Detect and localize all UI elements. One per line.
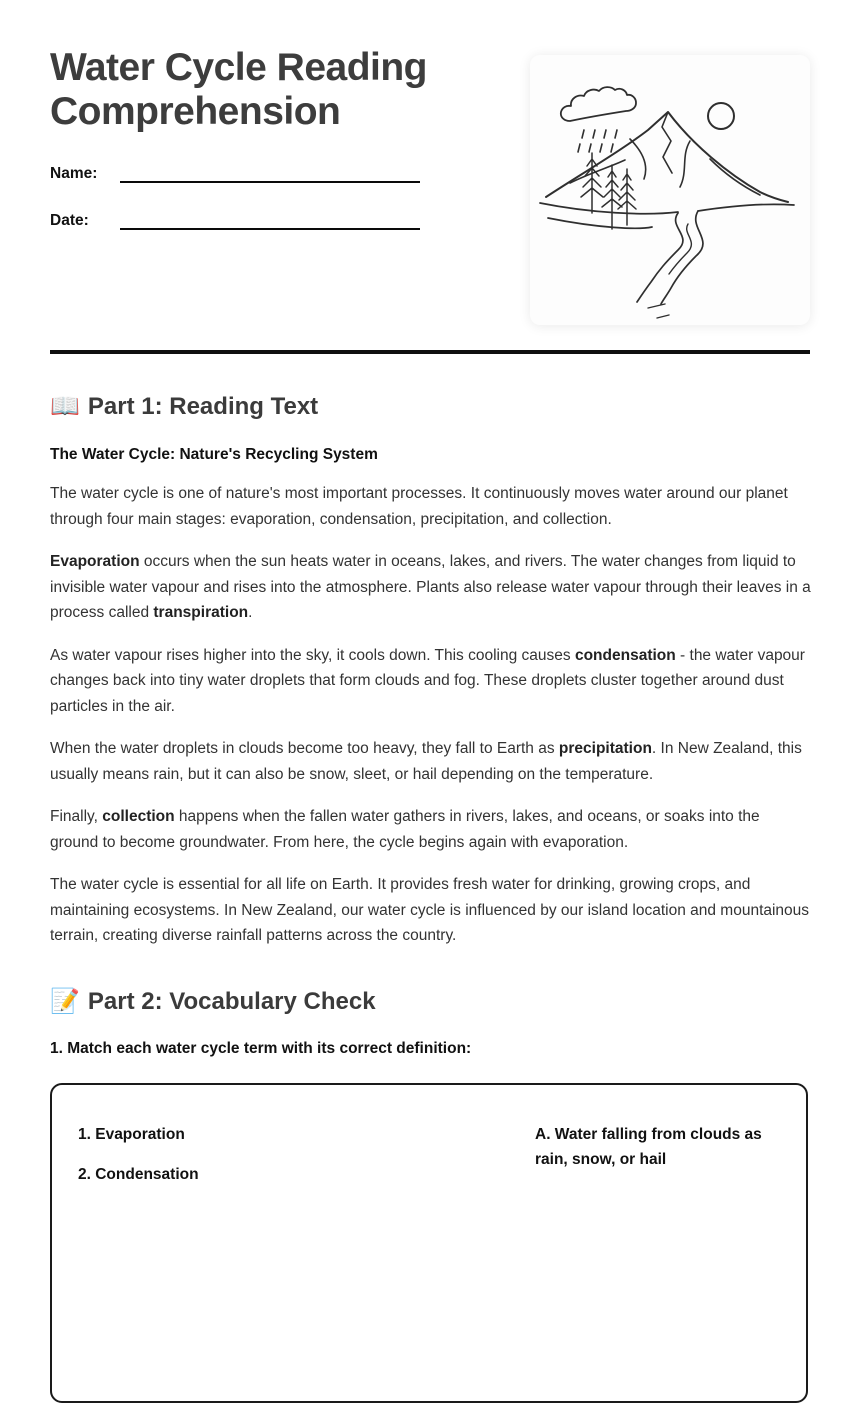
part1-heading	[50, 392, 810, 421]
paragraph-collection: Finally, collection happens when the fallen water gathers in rivers, lakes, and oceans, or soaks into the ground to become groundwater. From here, the cycle begins again with evaporation.	[50, 808, 760, 851]
memo-icon: 📝	[50, 987, 80, 1015]
pine-trees-icon	[581, 153, 636, 229]
rain-cloud-icon	[561, 87, 636, 152]
match-definition: A. Water falling from clouds as rain, snow, or hail	[535, 1125, 762, 1168]
section-divider	[50, 350, 810, 354]
paragraph-condensation: As water vapour rises higher into the sky, it cools down. This cooling causes condensation - the water vapour changes back into tiny water droplets that form clouds and fog. These droplets cluster together around dust particles in the air.	[50, 646, 805, 715]
ground-icon	[540, 203, 794, 228]
paragraph-evaporation: Evaporation occurs when the sun heats water in oceans, lakes, and rivers. The water changes from liquid to invisible water vapour and rises into the atmosphere. Plants also release water vapour through their leaves in a process called transpiration.	[50, 553, 811, 621]
match-definitions-column	[535, 1122, 780, 1381]
paragraph-intro: The water cycle is one of nature's most important processes. It continuously moves water around our planet through four main stages: evaporation, condensation, precipitation, and collection.	[50, 485, 788, 528]
matching-instruction: 1. Match each water cycle term with its correct definition:	[50, 1039, 472, 1057]
part2-heading-text: Part 2: Vocabulary Check	[87, 987, 376, 1015]
part2-heading	[50, 987, 810, 1016]
match-terms-column	[78, 1122, 535, 1381]
illustration-card	[530, 55, 810, 325]
name-write-line	[120, 161, 420, 183]
matching-box	[50, 1083, 808, 1403]
paragraph-summary: The water cycle is essential for all life on Earth. It provides fresh water for drinking, growing crops, and maintaining ecosystems. In New Zealand, our water cycle is influenced by our island location and mountainous terrain, creating diverse rainfall patterns across the country.	[50, 876, 810, 944]
reading-subtitle: The Water Cycle: Nature's Recycling System	[50, 446, 378, 463]
name-label: Name:	[50, 165, 98, 183]
match-term: 1. Evaporation	[78, 1125, 185, 1143]
student-fields	[50, 161, 480, 233]
sun-icon	[708, 103, 734, 129]
date-field-row	[50, 208, 480, 233]
mountain-icon	[546, 112, 788, 202]
water-cycle-illustration	[530, 55, 810, 325]
part1-heading-text: Part 1: Reading Text	[87, 393, 319, 420]
match-term: 2. Condensation	[78, 1165, 199, 1183]
date-write-line	[120, 208, 420, 230]
open-book-icon: 📖	[50, 393, 80, 420]
name-field-row	[50, 161, 480, 186]
page-title: Water Cycle Reading Comprehension	[50, 46, 427, 134]
paragraph-precipitation: When the water droplets in clouds become too heavy, they fall to Earth as precipitation. In New Zealand, this usually means rain, but it can also be snow, sleet, or hail depending on the temperature.	[50, 740, 802, 783]
header-section	[50, 0, 810, 350]
date-label: Date:	[50, 212, 89, 230]
